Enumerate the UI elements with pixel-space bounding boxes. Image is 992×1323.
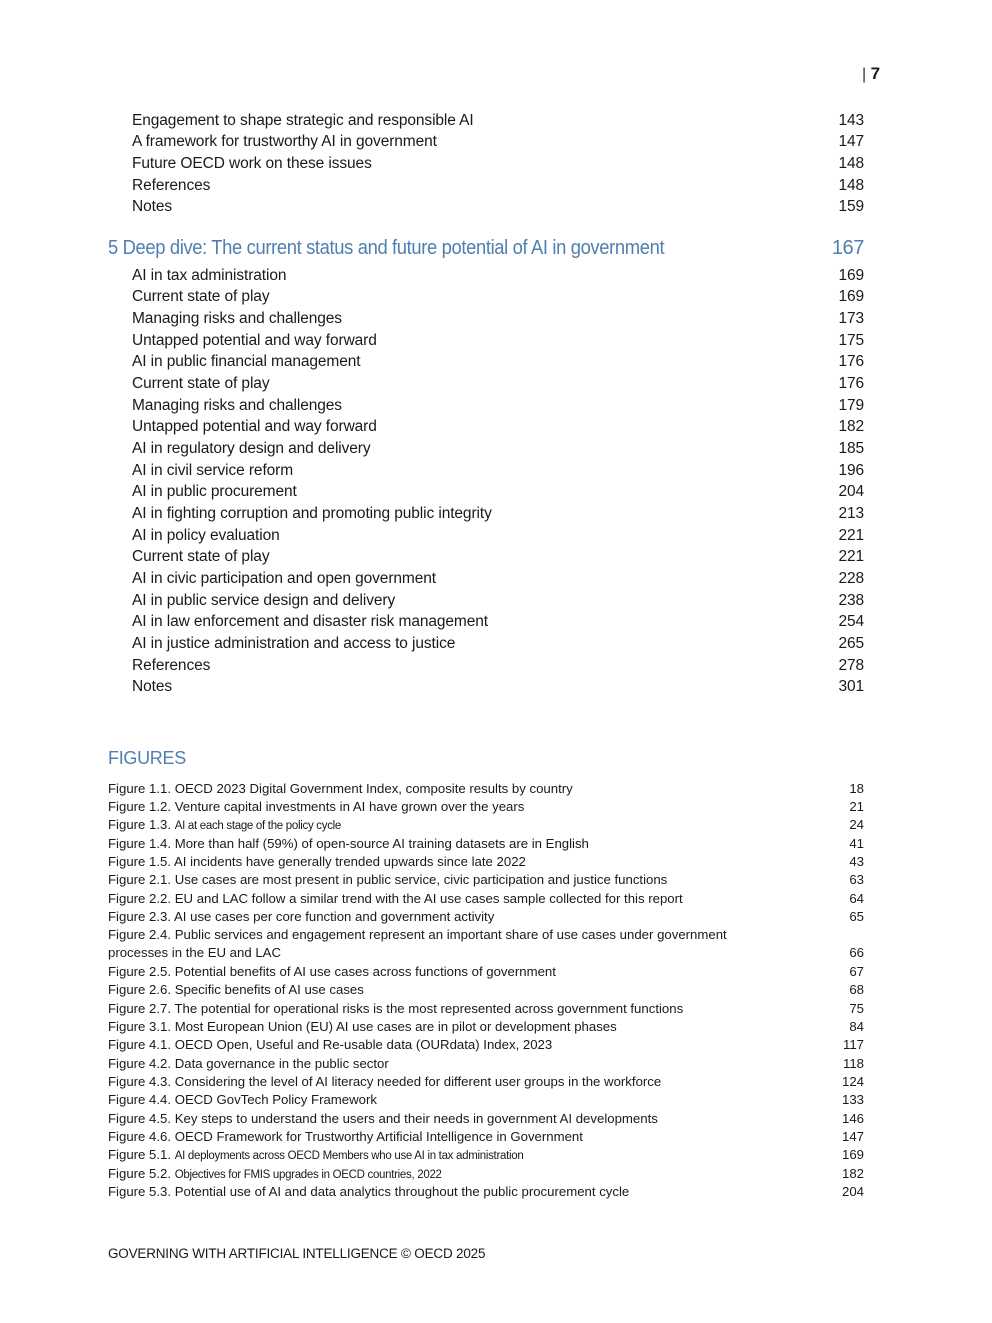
toc-entry[interactable]: AI in public service design and delivery 238 bbox=[132, 592, 864, 609]
toc-entry[interactable]: Engagement to shape strategic and responsible AI 143 bbox=[132, 112, 864, 129]
toc-entry[interactable]: Current state of play 176 bbox=[132, 375, 864, 392]
chapter-title: 5 Deep dive: The current status and future potential of AI in government bbox=[108, 237, 665, 259]
page-number bbox=[862, 64, 880, 84]
toc-entry[interactable]: References 278 bbox=[132, 657, 864, 674]
toc-entry[interactable]: AI in civil service reform 196 bbox=[132, 462, 864, 479]
toc-entry[interactable]: AI in public financial management 176 bbox=[132, 353, 864, 370]
toc-entry[interactable]: AI in fighting corruption and promoting public integrity 213 bbox=[132, 505, 864, 522]
toc-entry[interactable]: AI in public procurement 204 bbox=[132, 483, 864, 500]
toc-entry[interactable]: AI in justice administration and access to justice 265 bbox=[132, 635, 864, 652]
toc-entry[interactable]: Future OECD work on these issues 148 bbox=[132, 155, 864, 172]
toc-entry[interactable]: Notes 159 bbox=[132, 198, 864, 215]
page-footer: GOVERNING WITH ARTIFICIAL INTELLIGENCE © OECD 2025 bbox=[108, 1246, 486, 1261]
toc-entry[interactable]: AI in policy evaluation 221 bbox=[132, 527, 864, 544]
toc-entry[interactable]: AI in tax administration 169 bbox=[132, 267, 864, 284]
toc-entry[interactable]: Managing risks and challenges 173 bbox=[132, 310, 864, 327]
toc-chapter-5-heading[interactable] bbox=[108, 237, 864, 263]
toc-entry[interactable]: A framework for trustworthy AI in government 147 bbox=[132, 133, 864, 150]
toc-entry[interactable]: AI in civic participation and open government 228 bbox=[132, 570, 864, 587]
toc-entry[interactable]: Notes 301 bbox=[132, 678, 864, 695]
page-number-value: 7 bbox=[870, 64, 881, 83]
chapter-page: 167 bbox=[831, 237, 864, 259]
toc-entry[interactable]: AI in regulatory design and delivery 185 bbox=[132, 440, 864, 457]
toc-entry[interactable]: Current state of play 169 bbox=[132, 288, 864, 305]
toc-entry[interactable]: References 148 bbox=[132, 177, 864, 194]
toc-entry[interactable]: Current state of play 221 bbox=[132, 548, 864, 565]
page-number-separator: | bbox=[862, 66, 867, 83]
toc-entry[interactable]: Untapped potential and way forward 175 bbox=[132, 332, 864, 349]
toc-entry[interactable]: Untapped potential and way forward 182 bbox=[132, 418, 864, 435]
figures-heading: FIGURES bbox=[108, 748, 186, 768]
toc-entry[interactable]: AI in law enforcement and disaster risk management 254 bbox=[132, 613, 864, 630]
toc-entry[interactable]: Managing risks and challenges 179 bbox=[132, 397, 864, 414]
